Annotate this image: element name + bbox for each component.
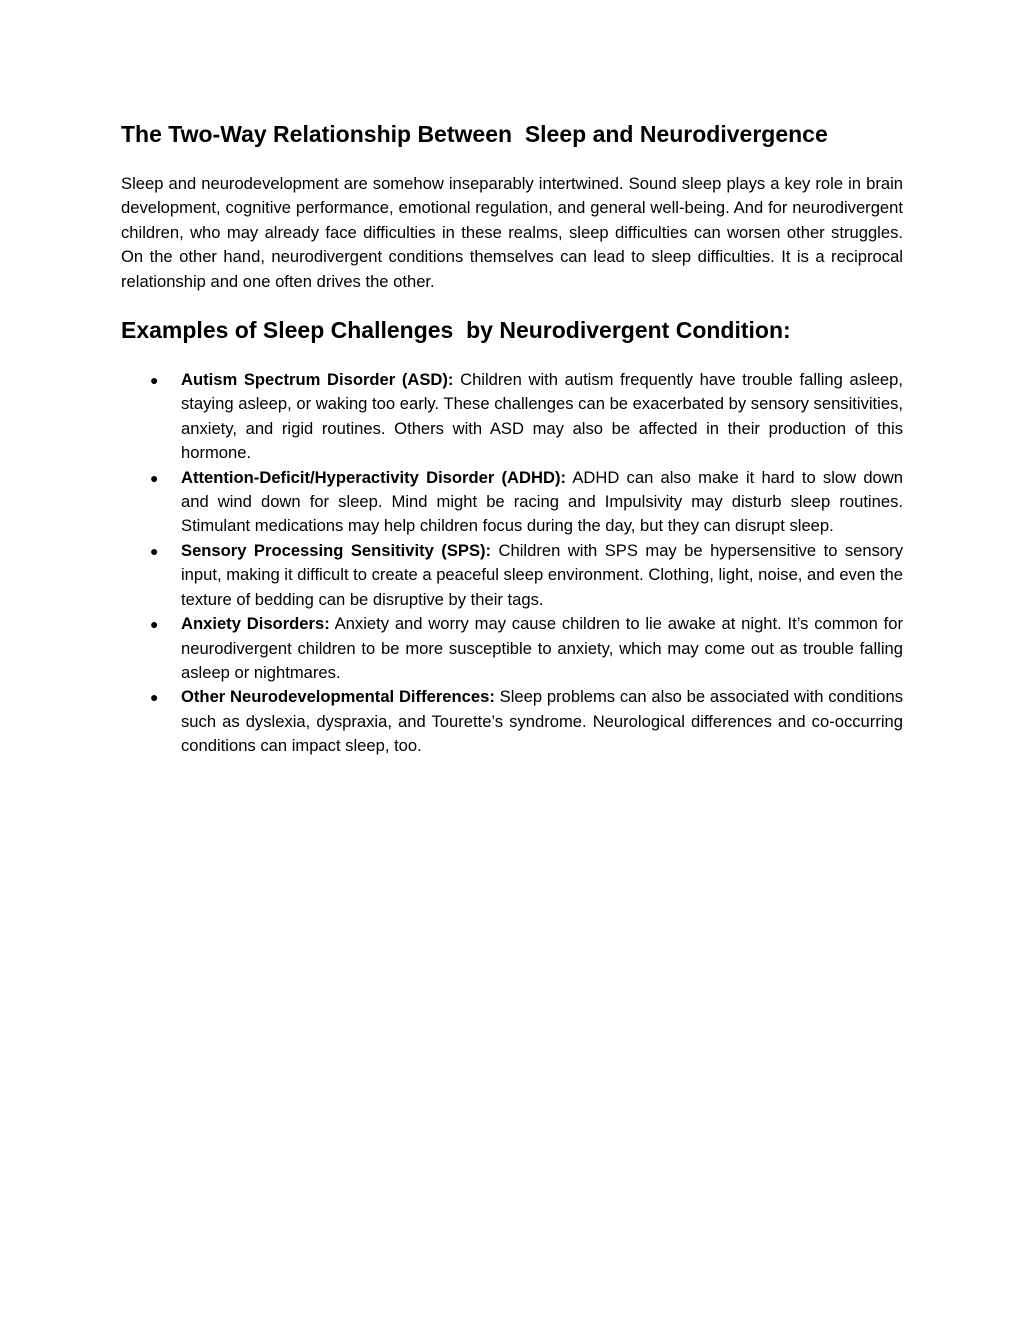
bullet-icon: ● — [150, 469, 159, 486]
intro-paragraph: Sleep and neurodevelopment are somehow inseparably intertwined. Sound sleep plays a key role in brain development, cognitive performance, emotional regulation, and general well-being. And for neurodivergent children, who may already face difficulties in these realms, sleep difficulties can worsen other struggles. On the other hand, neurodivergent conditions themselves can lead to sleep difficulties. It is a reciprocal relationship and one often drives the other. — [121, 174, 903, 291]
list-item-text: ADHD can also make it hard to slow down and wind down for sleep. Mind might be racing and Impulsivity may disturb sleep routines. Stimulant medications may help children focus during the day, but they can disrupt sleep. — [181, 467, 903, 536]
list-item-other — [121, 685, 903, 758]
bullet-icon: ● — [150, 616, 159, 633]
conditions-list — [121, 368, 903, 759]
list-item-text: Children with SPS may be hypersensitive to sensory input, making it difficult to create a peaceful sleep environment. Clothing, light, noise, and even the texture of bedding can be disruptive by their tags. — [181, 540, 903, 609]
list-item-term: Other Neurodevelopmental Differences: — [181, 687, 495, 707]
list-item-term: Attention-Deficit/Hyperactivity Disorder (ADHD): — [181, 467, 567, 487]
list-item-term: Sensory Processing Sensitivity (SPS): — [181, 540, 492, 560]
list-item-adhd — [121, 466, 903, 539]
bullet-icon: ● — [150, 689, 159, 706]
list-item-text: Children with autism frequently have trouble falling asleep, staying asleep, or waking too early. These challenges can be exacerbated by sensory sensitivities, anxiety, and rigid routines. Others with ASD may also be affected in their production of this hormone. — [181, 370, 903, 463]
list-item-asd — [121, 368, 903, 466]
document-page — [121, 118, 903, 759]
list-item-term: Anxiety Disorders: — [181, 614, 330, 634]
examples-heading: Examples of Sleep Challenges by Neurodivergent Condition: — [121, 317, 791, 344]
list-item-anxiety — [121, 612, 903, 685]
main-heading: The Two-Way Relationship Between Sleep and Neurodivergence — [121, 121, 828, 147]
list-item-term: Autism Spectrum Disorder (ASD): — [181, 370, 454, 390]
bullet-icon: ● — [150, 372, 159, 389]
list-item-text: Anxiety and worry may cause children to lie awake at night. It’s common for neurodivergent children to be more susceptible to anxiety, which may come out as trouble falling asleep or nightmares. — [181, 614, 904, 682]
bullet-icon: ● — [150, 542, 159, 559]
list-item-text: Sleep problems can also be associated with conditions such as dyslexia, dyspraxia, and Tourette’s syndrome. Neurological differences and co-occurring conditions can impact sleep, too. — [181, 687, 903, 756]
list-item-sps — [121, 539, 903, 612]
